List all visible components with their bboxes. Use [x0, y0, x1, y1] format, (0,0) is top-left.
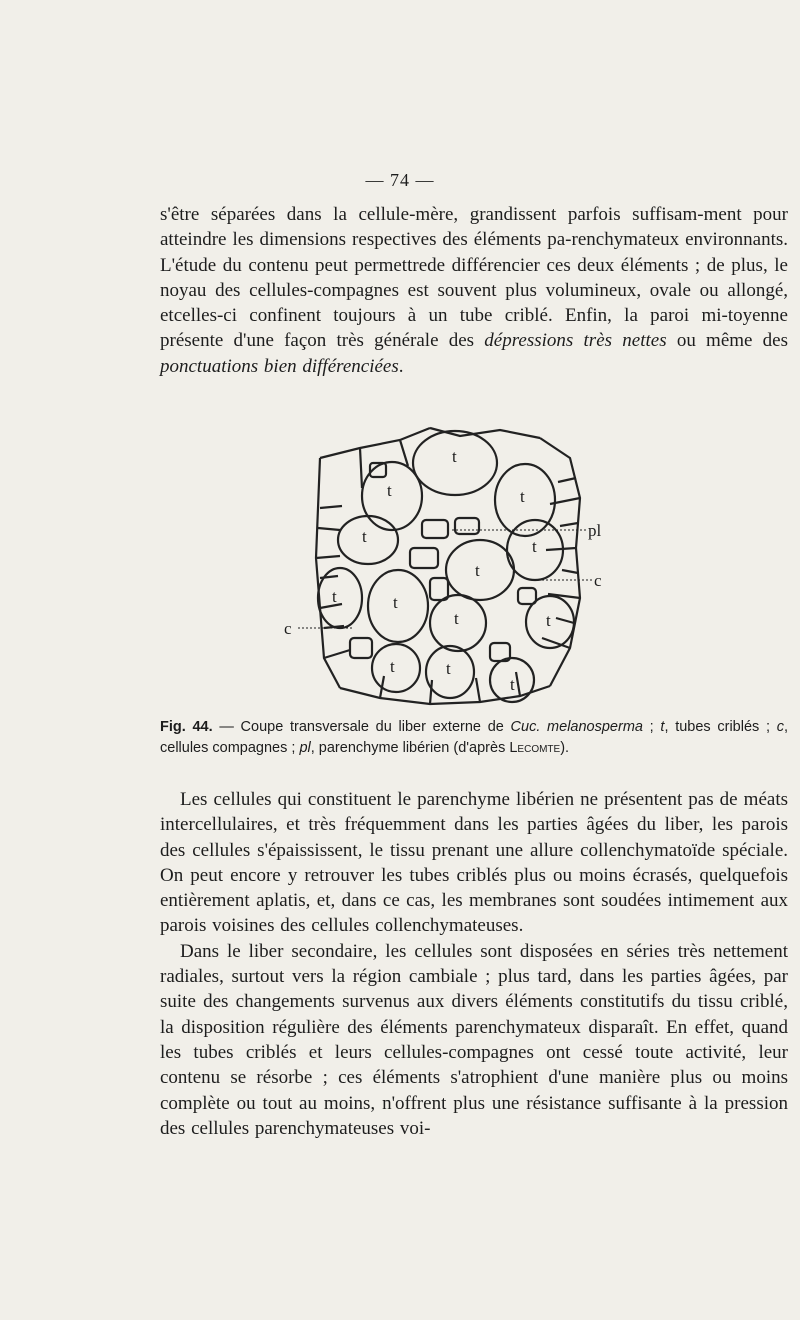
line: toyenne présente d'une façon très générale des — [160, 305, 788, 352]
label-t: t — [390, 657, 395, 676]
line: compagnes est souvent plus volumineux, ovale ou allongé, et — [160, 279, 788, 327]
caption-text: ). — [560, 740, 570, 756]
paragraph: Les cellules qui constituent le parenchyme libérien ne présentent pas de méats intercellulaires, et très fréquemment dans les parties âgées du liber, les parois des cellules s'épaississent, le tissu prenant une allure collenchymatoïde spéciale. On peut encore y retrouver les tubes criblés plus ou moins écrasés, quelquefois entièrement aplatis, et, dans ce cas, les membranes sont soudées intimement aux parois voisines des cellules collenchymateuses. — [160, 789, 788, 937]
line: celles-ci confinent toujours à un tube criblé. Enfin, la paroi mi- — [173, 305, 728, 327]
emphasis-text: nettes — [622, 330, 667, 352]
label-t: t — [387, 481, 392, 500]
label-t: t — [454, 609, 459, 628]
abbr-pl: pl — [299, 740, 311, 756]
emphasis-text: dépressions très — [484, 330, 613, 352]
figure-caption — [160, 717, 788, 759]
label-t: t — [446, 659, 451, 678]
caption-text: , parenchyme libérien (d'après — [310, 740, 510, 756]
abbr-t: t — [660, 719, 665, 735]
cell-section-drawing — [280, 418, 620, 710]
text-run: . — [398, 355, 404, 377]
label-t: t — [532, 537, 537, 556]
caption-text: — Coupe transversale du liber externe de — [212, 719, 511, 735]
caption-text: , tubes criblés ; — [664, 719, 777, 735]
paragraph: Dans le liber secondaire, les cellules sont disposées en séries très nettement radiales, surtout vers la région cambiale ; plus tard, dans les parties âgées, par suite des changements survenus aux divers éléments constitutifs du tissu criblé, la disposition régulière des éléments parenchymateux disparaît. En effet, quand les tubes criblés et leurs cellules-compagnes ont cessé toute activité, leur contenu se résorbe ; ces éléments s'atrophient d'une manière plus ou moins complète ou tout au moins, n'offrent plus une résistance suffisante à la pression des cellules parenchymateuses voi- — [160, 940, 788, 1139]
label-c: c — [284, 619, 292, 638]
label-pl: pl — [588, 521, 602, 540]
line: de différencier ces deux éléments ; de plus, le noyau des cellules- — [160, 254, 788, 301]
label-t: t — [452, 447, 457, 466]
label-t: t — [332, 587, 337, 606]
author-name: Lecomte — [509, 740, 561, 756]
paragraph-top — [160, 202, 788, 379]
paragraph-text — [160, 202, 788, 379]
paragraph-body — [160, 787, 788, 1141]
species-name: Cuc. melanosperma — [510, 719, 643, 735]
caption-text: , cellules compagnes ; — [160, 719, 788, 756]
label-t: t — [475, 561, 480, 580]
caption-text: ; — [642, 719, 661, 735]
label-t: t — [510, 675, 515, 694]
abbr-c: c — [776, 719, 784, 735]
line: s'être séparées dans la cellule-mère, grandissent parfois suffisam- — [160, 204, 704, 225]
label-c: c — [594, 571, 602, 590]
figure-number: Fig. 44. — [160, 719, 213, 735]
emphasis-text: ponctuations bien différenciées — [160, 355, 399, 377]
line: renchymateux environnants. L'étude du contenu peut permettre — [160, 229, 789, 276]
label-t: t — [546, 611, 551, 630]
label-t: t — [393, 593, 398, 612]
label-t: t — [362, 527, 367, 546]
text-run: ou même des — [666, 330, 789, 352]
figure-cell-section — [280, 418, 620, 710]
label-t: t — [520, 487, 525, 506]
line: ment pour atteindre les dimensions respectives des éléments pa- — [160, 204, 789, 251]
page-number: — 74 — — [365, 170, 435, 190]
